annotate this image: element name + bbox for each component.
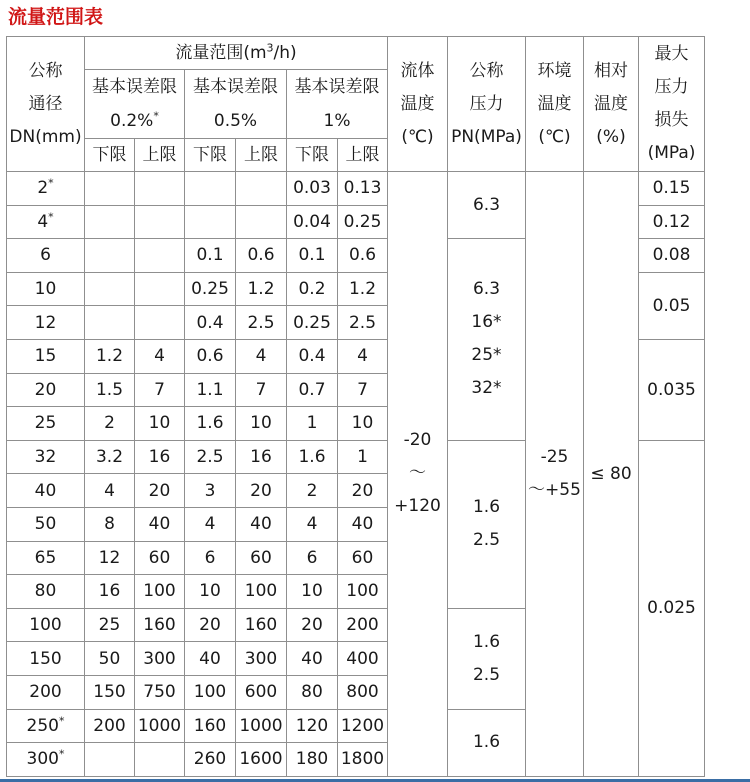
header-flow-range-sup: 3 — [266, 41, 274, 55]
humidity-cell — [584, 172, 639, 777]
flow-value-l3: 20 — [287, 608, 338, 642]
flow-value-l2: 4 — [185, 507, 236, 541]
max-loss-cell: 0.035 — [639, 339, 705, 440]
dn-cell — [7, 608, 85, 642]
flow-value-l1: 2 — [85, 407, 135, 441]
flow-value-l3: 1.6 — [287, 440, 338, 474]
max-loss-cell: 0.05 — [639, 272, 705, 339]
flow-value-l1 — [85, 743, 135, 777]
flow-value-u3: 10 — [338, 407, 388, 441]
dn-value: 6 — [40, 245, 51, 266]
header-fluid-temp-line1: 流体 — [400, 60, 435, 81]
flow-value-u2 — [236, 172, 287, 206]
header-dn — [7, 37, 85, 172]
flow-value-u3: 1200 — [338, 709, 388, 743]
dn-cell — [7, 306, 85, 340]
dn-value: 300 — [26, 749, 59, 770]
dn-value: 12 — [34, 312, 57, 333]
ambient-temp-cell-line: -25 — [540, 446, 569, 467]
dn-value: 25 — [34, 413, 57, 434]
flow-value-l2: 20 — [185, 608, 236, 642]
flow-value-l3: 40 — [287, 642, 338, 676]
flow-value-l2: 100 — [185, 675, 236, 709]
flow-value-u2: 0.6 — [236, 239, 287, 273]
flow-value-l1 — [85, 306, 135, 340]
flow-value-u2: 40 — [236, 507, 287, 541]
flow-value-l2: 0.4 — [185, 306, 236, 340]
dn-cell — [7, 172, 85, 206]
header-max-loss — [639, 37, 705, 172]
flow-value-u1 — [135, 239, 185, 273]
flow-value-l1: 4 — [85, 474, 135, 508]
pressure-cell-2 — [448, 239, 526, 441]
header-loss-line2: 压力 — [654, 77, 689, 97]
max-loss-cell: 0.15 — [639, 172, 705, 206]
header-ambient-line2: 温度 — [537, 93, 572, 114]
dn-star: * — [48, 210, 54, 224]
flow-value-l3: 0.4 — [287, 339, 338, 373]
dn-star: * — [58, 747, 65, 761]
max-loss-cell: 0.08 — [639, 239, 705, 273]
fluid-temp-cell-line: ～ — [409, 463, 426, 484]
flow-value-u3: 100 — [338, 575, 388, 609]
dn-cell — [7, 474, 85, 508]
header-loss-line1: 最大 — [654, 44, 689, 64]
flow-value-u2: 100 — [236, 575, 287, 609]
flow-value-u3: 2.5 — [338, 306, 388, 340]
flow-value-u3: 200 — [338, 608, 388, 642]
flow-value-u3: 1 — [338, 440, 388, 474]
max-loss-cell: 0.025 — [639, 440, 705, 776]
header-flow-range-prefix: 流量范围(m — [175, 43, 267, 63]
header-err-02-sup: * — [153, 109, 159, 123]
dn-cell — [7, 642, 85, 676]
flow-value-u3: 0.6 — [338, 239, 388, 273]
flow-range-table — [6, 36, 705, 777]
flow-value-l3: 0.7 — [287, 373, 338, 407]
ambient-temp-cell-line: ～+55 — [528, 479, 581, 500]
flow-value-u3: 0.13 — [338, 172, 388, 206]
flow-value-u2: 1000 — [236, 709, 287, 743]
dn-cell — [7, 709, 85, 743]
dn-cell — [7, 239, 85, 273]
flow-value-u1 — [135, 172, 185, 206]
flow-value-l2: 0.25 — [185, 272, 236, 306]
flow-value-l2: 1.6 — [185, 407, 236, 441]
dn-star: * — [58, 714, 65, 728]
header-dn-line2: 通径 — [28, 93, 63, 114]
flow-value-u3: 7 — [338, 373, 388, 407]
table-row — [7, 172, 705, 206]
flow-value-l3: 2 — [287, 474, 338, 508]
flow-value-l1: 150 — [85, 675, 135, 709]
flow-value-l2: 3 — [185, 474, 236, 508]
dn-cell — [7, 743, 85, 777]
flow-value-u1: 10 — [135, 407, 185, 441]
flow-value-u1 — [135, 205, 185, 239]
flow-value-u3: 400 — [338, 642, 388, 676]
flow-value-u1: 1000 — [135, 709, 185, 743]
flow-value-l3: 0.04 — [287, 205, 338, 239]
flow-value-l1: 12 — [85, 541, 135, 575]
flow-value-l3: 6 — [287, 541, 338, 575]
flow-value-l1: 16 — [85, 575, 135, 609]
flow-value-l1 — [85, 272, 135, 306]
fluid-temp-cell — [388, 172, 448, 777]
dn-cell — [7, 440, 85, 474]
flow-value-l1: 25 — [85, 608, 135, 642]
flow-value-u3: 1.2 — [338, 272, 388, 306]
flow-value-u2: 2.5 — [236, 306, 287, 340]
flow-value-l3: 10 — [287, 575, 338, 609]
flow-value-l2: 40 — [185, 642, 236, 676]
dn-value: 250 — [26, 715, 59, 736]
dn-star: * — [48, 176, 54, 190]
flow-value-l3: 0.03 — [287, 172, 338, 206]
pressure-cell-2-line: 32* — [471, 378, 502, 399]
flow-value-u2: 10 — [236, 407, 287, 441]
header-err-05-label: 基本误差限 — [193, 77, 278, 97]
header-fluid-temp-line2: 温度 — [400, 93, 435, 114]
flow-value-l3: 1 — [287, 407, 338, 441]
flow-value-l2 — [185, 205, 236, 239]
flow-value-u1 — [135, 306, 185, 340]
header-humidity-line1: 相对 — [594, 60, 628, 81]
flow-value-l2: 0.6 — [185, 339, 236, 373]
flow-value-l3: 180 — [287, 743, 338, 777]
pressure-cell-3-line: 2.5 — [472, 530, 501, 551]
dn-cell — [7, 205, 85, 239]
header-lower-1: 下限 — [85, 139, 135, 172]
dn-value: 10 — [34, 279, 57, 300]
flow-value-u3: 20 — [338, 474, 388, 508]
header-err-1-label: 基本误差限 — [294, 77, 380, 97]
dn-value: 100 — [29, 615, 62, 636]
dn-value: 200 — [29, 682, 62, 703]
flow-value-l2: 0.1 — [185, 239, 236, 273]
dn-cell — [7, 272, 85, 306]
flow-value-u1: 60 — [135, 541, 185, 575]
header-flow-range — [85, 37, 388, 70]
flow-value-l1: 50 — [85, 642, 135, 676]
flow-value-l2: 10 — [185, 575, 236, 609]
flow-value-l3: 0.1 — [287, 239, 338, 273]
flow-value-u2: 1.2 — [236, 272, 287, 306]
header-fluid-temp-line3: (℃) — [401, 126, 434, 147]
flow-value-l3: 4 — [287, 507, 338, 541]
flow-value-l3: 120 — [287, 709, 338, 743]
flow-value-l1: 3.2 — [85, 440, 135, 474]
header-err-05-value: 0.5% — [213, 111, 258, 131]
flow-value-u3: 40 — [338, 507, 388, 541]
flow-value-l2: 160 — [185, 709, 236, 743]
dn-cell — [7, 339, 85, 373]
flow-value-u1: 160 — [135, 608, 185, 642]
flow-value-u3: 800 — [338, 675, 388, 709]
dn-value: 150 — [29, 648, 62, 669]
dn-value: 80 — [34, 581, 57, 602]
flow-value-u2: 1600 — [236, 743, 287, 777]
header-err-02-value — [85, 104, 184, 138]
pressure-cell-1 — [448, 172, 526, 239]
header-upper-2: 上限 — [236, 139, 287, 172]
max-loss-cell: 0.12 — [639, 205, 705, 239]
dn-value: 40 — [34, 480, 57, 501]
flow-value-u2: 20 — [236, 474, 287, 508]
flow-value-u1: 300 — [135, 642, 185, 676]
header-pressure-line2: 压力 — [469, 93, 504, 114]
header-lower-3: 下限 — [287, 139, 338, 172]
header-lower-2: 下限 — [185, 139, 236, 172]
header-pressure-line3: PN(MPa) — [451, 126, 522, 147]
ambient-temp-cell — [526, 172, 584, 777]
flow-value-u1 — [135, 272, 185, 306]
header-humidity-line2: 温度 — [594, 93, 628, 114]
header-loss-line3: 损失 — [654, 110, 689, 130]
pressure-cell-4-line: 1.6 — [472, 631, 501, 652]
flow-value-l1: 200 — [85, 709, 135, 743]
flow-value-l2: 1.1 — [185, 373, 236, 407]
flow-value-l3: 80 — [287, 675, 338, 709]
header-upper-3: 上限 — [338, 139, 388, 172]
header-fluid-temp — [388, 37, 448, 172]
dn-value: 65 — [34, 547, 57, 568]
dn-cell — [7, 407, 85, 441]
pressure-cell-3 — [448, 440, 526, 608]
flow-value-l2 — [185, 172, 236, 206]
flow-value-u2: 600 — [236, 675, 287, 709]
flow-value-u2: 160 — [236, 608, 287, 642]
flow-value-u2: 60 — [236, 541, 287, 575]
pressure-cell-2-line: 25* — [471, 345, 502, 366]
flow-value-u3: 0.25 — [338, 205, 388, 239]
flow-value-l1 — [85, 205, 135, 239]
header-dn-line1: 公称 — [28, 60, 63, 81]
dn-value: 20 — [34, 379, 57, 400]
page-title: 流量范围表 — [8, 6, 104, 28]
flow-value-l1: 8 — [85, 507, 135, 541]
flow-value-u2: 7 — [236, 373, 287, 407]
pressure-cell-3-line: 1.6 — [472, 497, 501, 518]
flow-value-u1: 750 — [135, 675, 185, 709]
header-ambient-line3: (℃) — [538, 126, 571, 147]
header-err-02 — [85, 70, 185, 139]
header-ambient-temp — [526, 37, 584, 172]
fluid-temp-cell-line: +120 — [394, 496, 441, 517]
flow-value-u1: 4 — [135, 339, 185, 373]
humidity-cell-text: ≤ 80 — [590, 463, 632, 484]
flow-value-u2: 300 — [236, 642, 287, 676]
dn-cell — [7, 575, 85, 609]
header-err-05 — [185, 70, 287, 139]
dn-value: 15 — [34, 346, 57, 367]
flow-value-l1 — [85, 172, 135, 206]
header-err-02-label: 基本误差限 — [92, 77, 177, 97]
header-humidity — [584, 37, 639, 172]
flow-value-l1 — [85, 239, 135, 273]
header-err-1-value: 1% — [323, 111, 351, 131]
fluid-temp-cell-line: -20 — [403, 430, 432, 451]
pressure-cell-4 — [448, 608, 526, 709]
flow-value-l2: 6 — [185, 541, 236, 575]
header-loss-line4: (MPa) — [647, 143, 696, 163]
flow-value-l2: 2.5 — [185, 440, 236, 474]
pressure-cell-5-line: 1.6 — [472, 732, 501, 753]
dn-cell — [7, 541, 85, 575]
flow-value-u3: 60 — [338, 541, 388, 575]
flow-value-u1: 40 — [135, 507, 185, 541]
flow-value-u1: 7 — [135, 373, 185, 407]
dn-value: 2 — [37, 178, 49, 199]
dn-value: 32 — [34, 447, 57, 468]
pressure-cell-4-line: 2.5 — [472, 664, 501, 685]
flow-value-l3: 0.25 — [287, 306, 338, 340]
header-humidity-line3: (%) — [596, 126, 626, 147]
dn-value: 4 — [37, 211, 49, 232]
flow-value-l1: 1.5 — [85, 373, 135, 407]
flow-value-u1: 20 — [135, 474, 185, 508]
flow-value-l3: 0.2 — [287, 272, 338, 306]
header-pressure-line1: 公称 — [469, 60, 504, 81]
flow-value-u2 — [236, 205, 287, 239]
dn-cell — [7, 373, 85, 407]
pressure-cell-1-line: 6.3 — [472, 194, 501, 215]
pressure-cell-2-line: 6.3 — [472, 279, 501, 300]
flow-value-u1: 16 — [135, 440, 185, 474]
flow-value-u3: 4 — [338, 339, 388, 373]
flow-value-l2: 260 — [185, 743, 236, 777]
flow-value-u2: 4 — [236, 339, 287, 373]
header-err-02-text: 0.2% — [110, 111, 154, 131]
flow-value-u1: 100 — [135, 575, 185, 609]
header-nominal-pressure — [448, 37, 526, 172]
dn-cell — [7, 675, 85, 709]
pressure-cell-5 — [448, 709, 526, 776]
flow-value-u3: 1800 — [338, 743, 388, 777]
header-dn-line3: DN(mm) — [9, 126, 82, 147]
header-upper-1: 上限 — [135, 139, 185, 172]
dn-cell — [7, 507, 85, 541]
flow-range-table-wrapper — [6, 36, 705, 777]
flow-value-l1: 1.2 — [85, 339, 135, 373]
header-ambient-line1: 环境 — [537, 60, 572, 81]
flow-value-u2: 16 — [236, 440, 287, 474]
flow-value-u1 — [135, 743, 185, 777]
header-err-1 — [287, 70, 388, 139]
pressure-cell-2-line: 16* — [471, 312, 502, 333]
dn-value: 50 — [34, 514, 57, 535]
header-flow-range-suffix: /h) — [273, 43, 297, 63]
